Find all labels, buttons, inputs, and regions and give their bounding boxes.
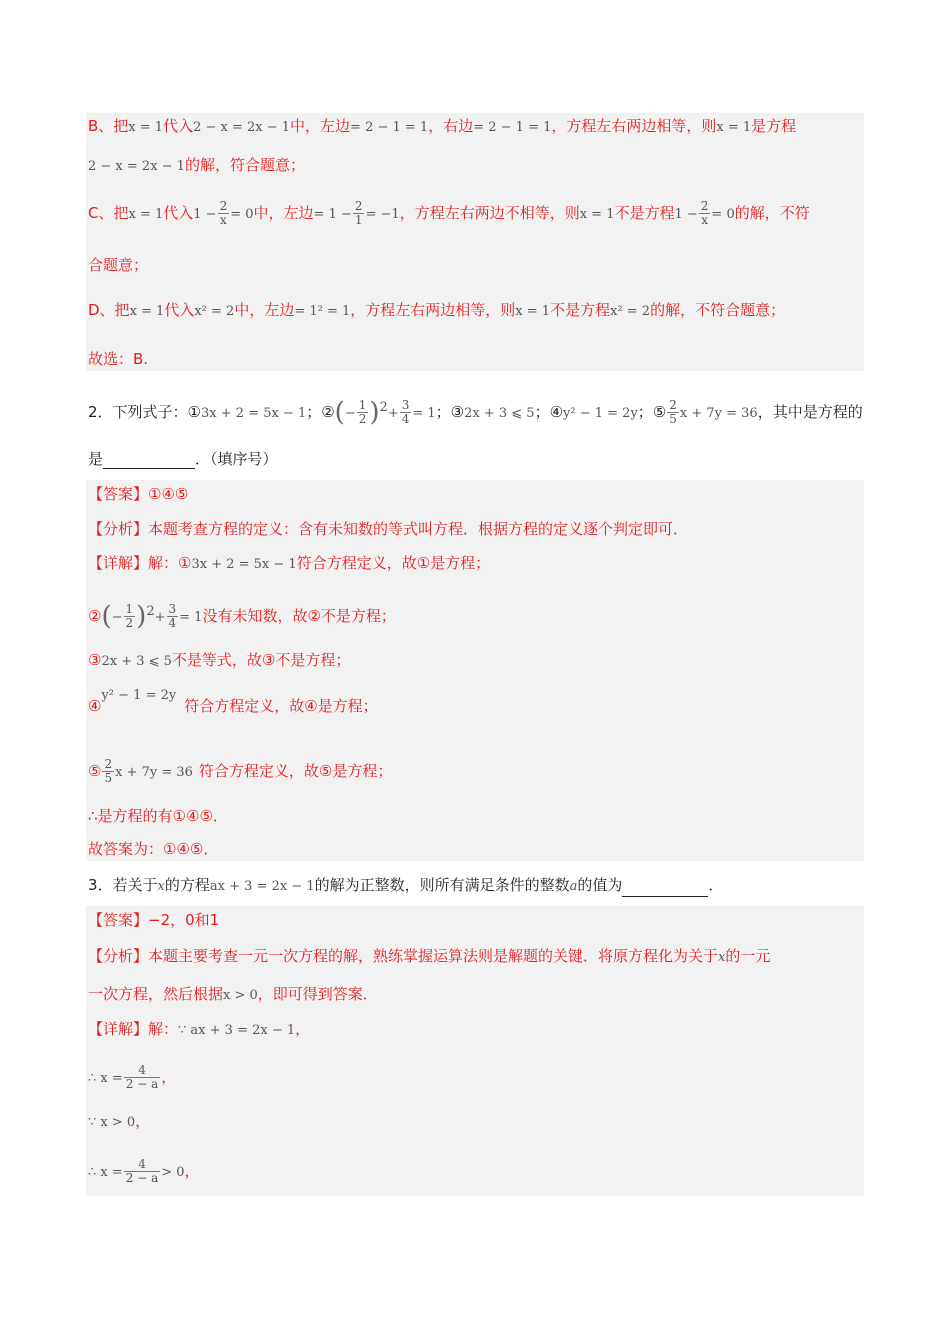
q3-stem [88,875,723,897]
q1-option-c-line2 [88,255,148,275]
fraction [218,200,230,227]
text: ，右边 [428,117,474,135]
text: 的解，不符合题意； [650,301,786,319]
math: > 0 [161,1165,185,1180]
math: ∴ x = [88,1071,123,1086]
text: ，其中是方程的 [757,403,863,421]
denominator: 1 [354,213,363,227]
text: ，即可得到答案． [257,985,378,1003]
numerator: 2 [354,199,363,213]
text: ；② [306,403,335,421]
math: 2x + 3 ⩽ 5 [464,406,535,421]
q3-analysis-line1 [88,946,770,968]
q2-detail-3 [88,650,350,672]
q1-option-b-line1 [88,116,796,138]
math: x = 1 [515,304,551,319]
math: x + 7y = 36 [679,406,758,421]
text: 代入 [163,117,194,135]
math: x = 1 [128,207,164,222]
math: ax + 3 = 2x − 1 [209,879,315,894]
math: a [569,879,578,894]
label: 【分析】 [88,520,149,538]
text: 不是方程 [550,301,611,319]
q3-detail-2 [88,1064,176,1091]
math: x = 1 [129,304,165,319]
text: ② [88,607,102,625]
math: = 1 [412,406,436,421]
denominator: 2 [125,616,134,630]
math: 1 − [674,207,698,222]
fraction [124,603,136,630]
text: 符合方程定义，故①是方程； [296,554,491,572]
text: 解： [148,1020,179,1038]
math: 3x + 2 = 5x − 1 [191,557,297,572]
q1-option-b-line2 [88,155,305,177]
text: 3．若关于 [88,876,158,894]
math: 1 − [193,207,217,222]
paren: ( [334,397,345,428]
text: 中，左边 [290,117,351,135]
text: ， [135,1112,151,1130]
text: 不是方程 [614,204,675,222]
text: 一次方程，然后根据 [88,985,224,1003]
text: 代入 [163,204,194,222]
fraction [400,399,412,426]
denominator: x [701,213,708,227]
fraction [124,1064,160,1091]
numerator: 2 [219,199,228,213]
math: x² = 2 [610,304,651,319]
minus: − [111,610,123,625]
text: ⑤ [88,762,102,780]
text: 是方程 [751,117,797,135]
paren: ( [101,601,112,632]
q3-answer [88,910,219,930]
denominator: 2 − a [125,1077,159,1091]
q2-detail-5 [88,758,392,785]
text: 的解，符合题意； [184,156,305,174]
math: = 2 − 1 = 1 [473,120,552,135]
q2-final [88,839,218,859]
math: + [154,610,166,625]
label: 【详解】 [88,1020,149,1038]
denominator: 4 [168,616,177,630]
text: 中，左边 [253,204,314,222]
fraction [102,758,114,785]
math: = 0 [711,207,735,222]
q1-option-c-line1 [88,200,810,227]
q1-solution-box [86,113,864,371]
math: = 1² = 1 [294,304,351,319]
text: ，方程左右两边相等，则 [350,301,516,319]
text: 是 [88,450,104,468]
math: 2x + 3 ⩽ 5 [101,654,172,669]
numerator: 1 [358,398,367,412]
text: ④ [88,697,102,715]
denominator: 5 [669,412,677,426]
text: 故答案为：①④⑤． [88,840,219,858]
q2-answer [88,484,188,504]
answer-blank[interactable] [622,880,708,897]
label: 【答案】 [88,911,149,929]
math: = 1 − [313,207,352,222]
numerator: 1 [125,602,134,616]
text: 的解，不符 [734,204,810,222]
denominator: 2 − a [125,1171,159,1185]
q1-conclusion [88,349,148,369]
fraction [357,399,369,426]
text: 中，左边 [234,301,295,319]
math: ∴ x = [88,1165,123,1180]
text: ；④ [534,403,564,421]
numerator: 2 [669,398,677,412]
math: ∵ x > 0 [88,1115,136,1130]
text: D、把 [88,301,130,319]
text: 的解为正整数，则所有满足条件的整数 [314,876,570,894]
math: = 0 [230,207,254,222]
fraction [667,399,679,426]
text: ．（填序号） [195,450,278,468]
math: ∵ ax + 3 = 2x − 1 [178,1023,296,1038]
text: 2．下列式子：① [88,403,201,421]
label: 【详解】 [88,554,149,572]
text: 故选：B. [88,350,149,368]
fraction [167,603,179,630]
q3-detail-4 [88,1158,200,1185]
answer-value: ①④⑤ [148,485,189,503]
text: ， [161,1068,177,1086]
label: 【分析】 [88,947,149,965]
math: = 1 [179,610,203,625]
text: 解：① [148,554,192,572]
text: 的值为 [577,876,623,894]
q2-stem-line2 [88,449,278,469]
math: + [387,406,399,421]
numerator: 3 [168,602,177,616]
text: ，方程左右两边相等，则 [551,117,717,135]
minus: − [344,406,356,421]
math: x [157,879,165,894]
text: 没有未知数，故②不是方程； [202,607,396,625]
math: 2 − x = 2x − 1 [88,159,185,174]
math: = 2 − 1 = 1 [350,120,429,135]
denominator: x [219,213,227,227]
fraction [699,200,711,227]
text: ，方程左右两边不相等，则 [399,204,580,222]
text: 不是等式，故③不是方程； [171,651,351,669]
text: 本题主要考查一元一次方程的解，熟练掌握运算法则是解题的关键．将原方程化为关于 [148,947,719,965]
text: B、把 [88,117,129,135]
text: C、把 [88,204,129,222]
text: ， [184,1162,200,1180]
text: ， [295,1020,311,1038]
math: x = 1 [128,120,164,135]
answer-blank[interactable] [103,452,195,469]
fraction [124,1158,160,1185]
paren: ) [136,601,147,632]
q3-detail-1 [88,1019,310,1041]
denominator: 2 [358,412,367,426]
numerator: 4 [124,1158,160,1172]
text: ∴是方程的有①④⑤． [88,807,228,825]
q2-therefore [88,806,228,826]
q2-detail-1 [88,553,490,575]
math: y² − 1 = 2y [101,688,177,703]
q2-detail-4 [88,688,378,718]
math: x = 1 [579,207,615,222]
exponent: 2 [379,400,388,415]
math: x = 1 [716,120,752,135]
denominator: 4 [401,412,410,426]
q2-detail-2 [88,602,396,630]
numerator: 3 [401,398,410,412]
math: x > 0 [223,988,258,1003]
denominator: 5 [104,771,113,785]
q3-detail-3 [88,1111,150,1133]
text: ；③ [435,403,465,421]
math: 2 − x = 2x − 1 [193,120,291,135]
paren: ) [369,397,380,428]
math: 3x + 2 = 5x − 1 [201,406,307,421]
answer-value: −2，0和1 [148,911,220,929]
q2-stem-line1 [88,398,863,426]
text: 的方程 [164,876,210,894]
text: 代入 [164,301,195,319]
text: 符合方程定义，故④是方程； [184,697,378,715]
text: 合题意； [88,256,149,274]
label: 【答案】 [88,485,149,503]
text: ；⑤ [637,403,667,421]
text: 本题考查方程的定义：含有未知数的等式叫方程．根据方程的定义逐个判定即可． [148,520,689,538]
math: x² = 2 [194,304,235,319]
numerator: 4 [124,1064,160,1078]
math: x [718,950,726,965]
exponent: 2 [146,604,155,619]
math: = −1 [365,207,400,222]
math: y² − 1 = 2y [563,406,638,421]
text: 符合方程定义，故⑤是方程； [198,762,393,780]
text: 的一元 [725,947,771,965]
math: x + 7y = 36 [115,765,193,780]
q2-analysis [88,519,688,539]
text: ． [708,876,724,894]
q1-option-d-line [88,300,785,322]
text: ③ [88,651,102,669]
fraction [353,200,365,227]
numerator: 2 [104,757,113,771]
q3-analysis-line2 [88,984,378,1006]
numerator: 2 [700,199,709,213]
